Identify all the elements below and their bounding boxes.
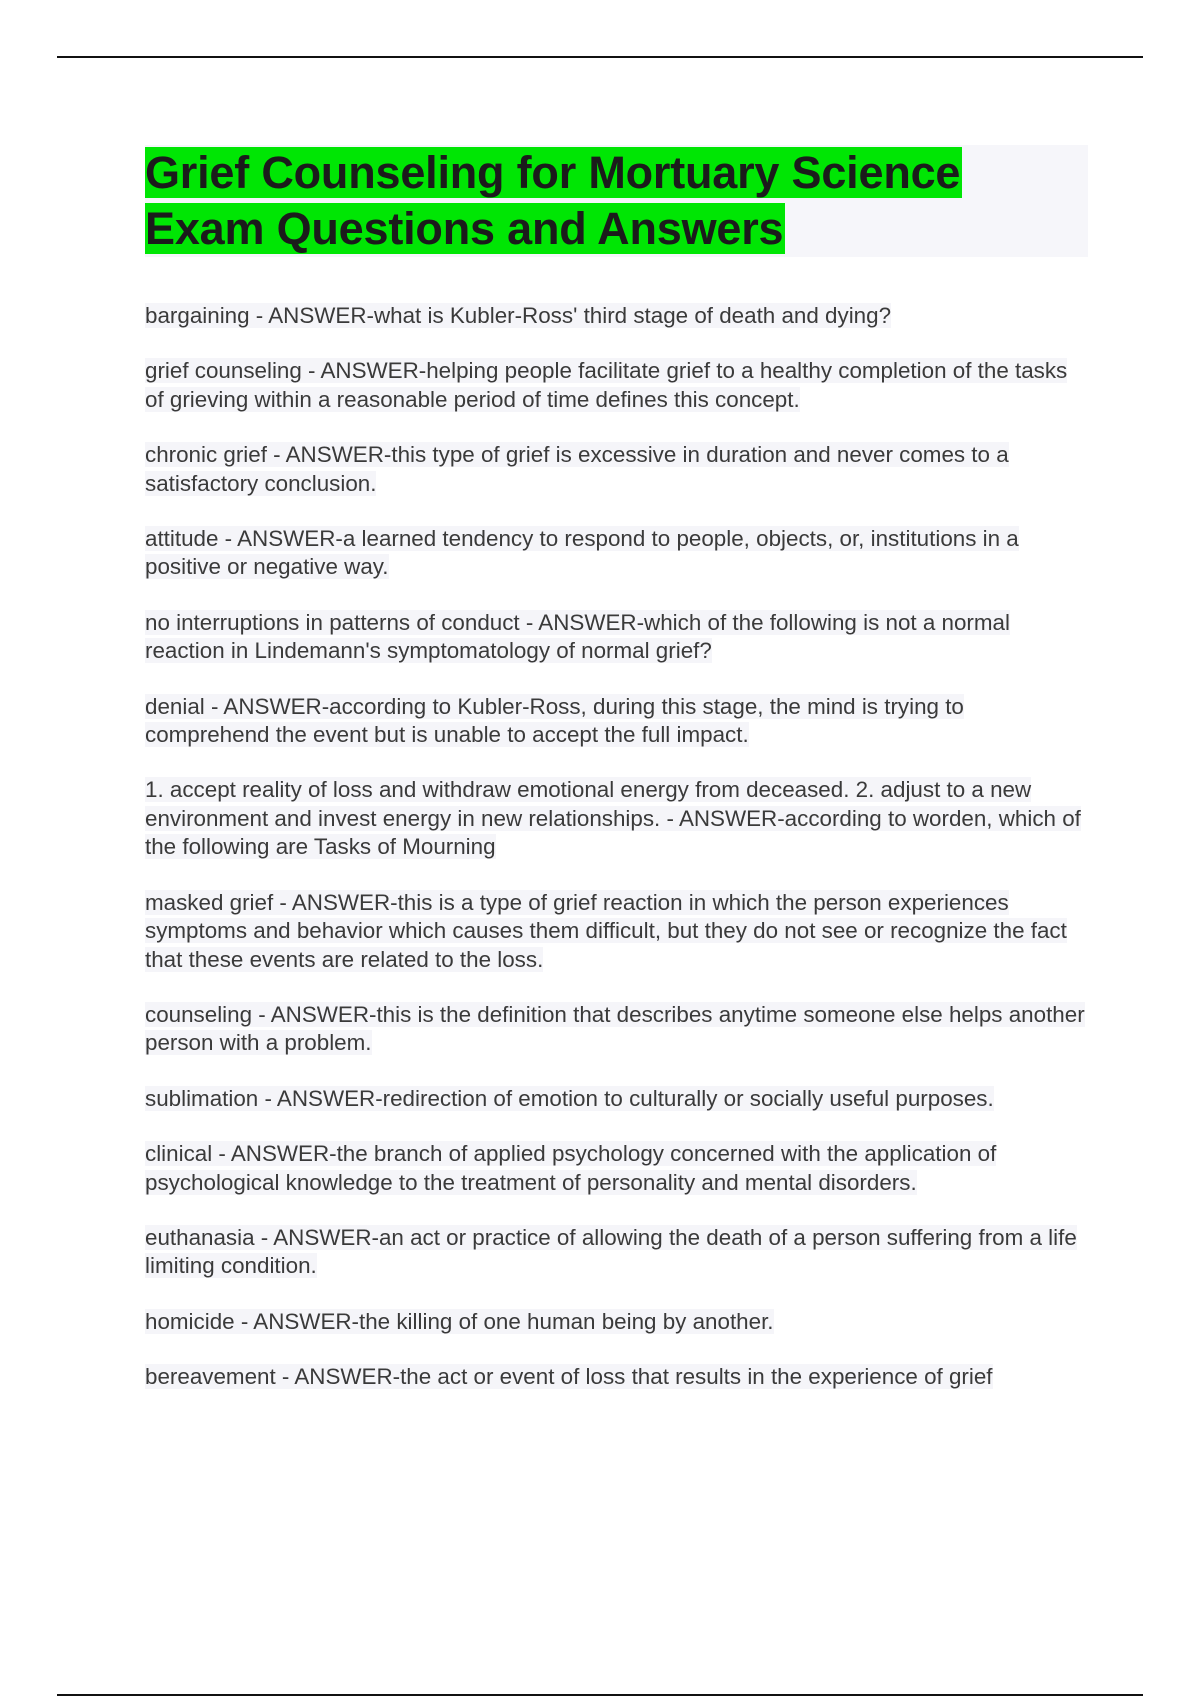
qa-item [145,1224,1085,1281]
title-line-2: Exam Questions and Answers [145,203,784,254]
qa-item-text: masked grief - ANSWER-this is a type of grief reaction in which the person experiences symptoms and behavior which causes them difficult, but they do not see or recognize the fact that these events are related to the loss. [145,889,1067,972]
bottom-rule [57,1694,1143,1696]
qa-item [145,1085,1085,1113]
qa-item [145,609,1085,666]
qa-item-text: 1. accept reality of loss and withdraw emotional energy from deceased. 2. adjust to a new environment and invest energy in new relationships. - ANSWER-according to worden, which of the following are Tasks of Mourning [145,777,1081,860]
qa-item [145,525,1085,582]
qa-item [145,1308,1085,1336]
qa-item-text: homicide - ANSWER-the killing of one human being by another. [145,1308,774,1334]
title-block [145,145,1088,257]
qa-item [145,889,1085,974]
qa-item [145,1001,1085,1058]
qa-item-text: clinical - ANSWER-the branch of applied psychology concerned with the application of psychological knowledge to the treatment of personality and mental disorders. [145,1141,997,1195]
title-line-1: Grief Counseling for Mortuary Science [145,147,961,198]
top-rule [57,56,1143,58]
qa-item [145,302,1085,330]
qa-list [145,302,1085,1419]
qa-item-text: attitude - ANSWER-a learned tendency to respond to people, objects, or, institutions in a positive or negative way. [145,526,1019,580]
qa-item-text: grief counseling - ANSWER-helping people facilitate grief to a healthy completion of the tasks of grieving within a reasonable period of time defines this concept. [145,358,1068,412]
qa-item-text: euthanasia - ANSWER-an act or practice of allowing the death of a person suffering from a life limiting condition. [145,1224,1077,1279]
qa-item [145,1363,1085,1391]
page-title [145,145,1088,257]
qa-item [145,441,1085,498]
qa-item-text: bereavement - ANSWER-the act or event of loss that results in the experience of grief [145,1364,993,1390]
qa-item-text: denial - ANSWER-according to Kubler-Ross, during this stage, the mind is trying to comprehend the event but is unable to accept the full impact. [145,693,964,748]
qa-item-text: sublimation - ANSWER-redirection of emotion to culturally or socially useful purposes. [145,1085,994,1111]
qa-item-text: bargaining - ANSWER-what is Kubler-Ross' third stage of death and dying? [145,303,892,328]
qa-item [145,776,1085,861]
qa-item-text: no interruptions in patterns of conduct - ANSWER-which of the following is not a normal reaction in Lindemann's symptomatology of normal grief? [145,609,1010,664]
qa-item-text: counseling - ANSWER-this is the definition that describes anytime someone else helps another person with a problem. [145,1001,1085,1056]
qa-item-text: chronic grief - ANSWER-this type of grief is excessive in duration and never comes to a satisfactory conclusion. [145,442,1009,496]
qa-item [145,1140,1085,1197]
qa-item [145,357,1085,414]
qa-item [145,693,1085,750]
